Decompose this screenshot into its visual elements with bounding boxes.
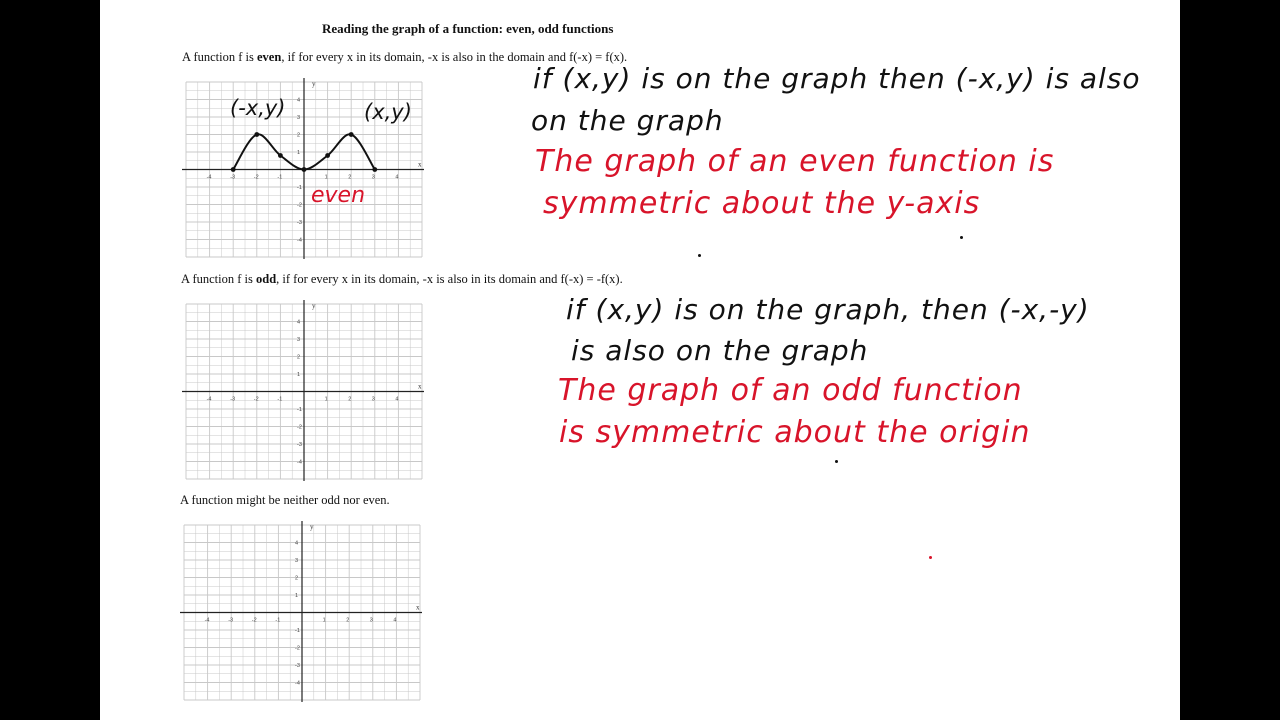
x-tick-label: 4 <box>393 617 397 624</box>
x-tick-label: -3 <box>228 617 234 624</box>
even-red-note-line1: The graph of an even function is <box>535 144 1055 179</box>
neither-function-graph <box>178 517 423 702</box>
odd-note-line2: is also on the graph <box>571 334 869 367</box>
x-tick-label: -4 <box>206 174 212 181</box>
y-tick-label: 3 <box>295 558 299 564</box>
even-red-note-line2: symmetric about the y-axis <box>543 186 981 221</box>
y-tick-label: 4 <box>297 319 301 326</box>
x-tick-label: -3 <box>230 396 236 403</box>
even-definition-prefix: A function f is <box>182 50 257 64</box>
y-axis-label: y <box>312 80 316 88</box>
y-tick-label: 1 <box>297 150 301 156</box>
ink-dot <box>835 460 838 463</box>
y-tick-label: 2 <box>297 354 301 361</box>
data-point <box>372 167 377 172</box>
y-tick-label: 4 <box>295 540 299 547</box>
data-point <box>278 153 283 158</box>
odd-keyword: odd <box>256 272 277 286</box>
y-tick-label: 3 <box>297 115 301 121</box>
odd-note-line1: if (x,y) is on the graph, then (-x,-y) <box>566 293 1090 326</box>
even-note-line2: on the graph <box>531 104 724 137</box>
even-definition-suffix: , if for every x in its domain, -x is also in the domain and f(-x) = f(x). <box>281 50 628 64</box>
odd-red-note-line1: The graph of an odd function <box>558 373 1023 408</box>
ink-dot <box>929 556 932 559</box>
odd-definition <box>181 272 623 287</box>
data-point <box>349 132 354 137</box>
x-axis-label: x <box>418 160 422 169</box>
x-tick-label: -2 <box>251 617 257 624</box>
x-axis-label: x <box>418 382 422 391</box>
x-tick-label: -4 <box>206 396 212 403</box>
left-point-label: (-x,y) <box>230 96 286 120</box>
even-keyword: even <box>257 50 282 64</box>
x-tick-label: -3 <box>230 174 236 181</box>
even-tag: even <box>311 183 366 208</box>
y-tick-label: -1 <box>297 407 302 413</box>
y-tick-label: -2 <box>297 202 302 209</box>
x-tick-label: 2 <box>348 174 352 181</box>
y-tick-label: -3 <box>295 663 300 669</box>
x-tick-label: 3 <box>369 617 373 624</box>
x-tick-label: -1 <box>277 396 283 403</box>
x-tick-label: 4 <box>395 174 399 181</box>
x-tick-label: -2 <box>253 396 259 403</box>
y-tick-label: 1 <box>295 593 299 599</box>
y-tick-label: -4 <box>297 237 302 244</box>
data-point <box>325 153 330 158</box>
y-tick-label: -4 <box>297 459 302 466</box>
y-tick-label: -2 <box>295 645 300 652</box>
x-tick-label: 4 <box>395 396 399 403</box>
x-tick-label: 1 <box>324 174 328 181</box>
x-tick-label: -1 <box>275 617 281 624</box>
y-tick-label: 3 <box>297 337 301 343</box>
x-tick-label: 2 <box>346 617 350 624</box>
odd-definition-suffix: , if for every x in its domain, -x is also in its domain and f(-x) = -f(x). <box>276 272 623 286</box>
x-tick-label: 3 <box>371 396 375 403</box>
x-tick-label: 1 <box>324 396 328 403</box>
y-tick-label: 2 <box>295 575 299 582</box>
data-point <box>231 167 236 172</box>
ink-dot <box>698 254 701 257</box>
neither-definition: A function might be neither odd nor even. <box>180 493 390 507</box>
x-tick-label: 3 <box>371 174 375 181</box>
y-tick-label: -3 <box>297 442 302 448</box>
y-tick-label: -2 <box>297 424 302 431</box>
x-tick-label: 1 <box>322 617 326 624</box>
y-tick-label: 2 <box>297 132 301 139</box>
worksheet-page <box>100 0 1180 720</box>
y-tick-label: -4 <box>295 680 300 687</box>
x-tick-label: 2 <box>348 396 352 403</box>
odd-red-note-line2: is symmetric about the origin <box>559 415 1031 450</box>
x-axis-label: x <box>416 603 420 612</box>
x-tick-label: -4 <box>204 617 210 624</box>
y-tick-label: -3 <box>297 220 302 226</box>
right-point-label: (x,y) <box>364 100 412 124</box>
data-point <box>254 132 259 137</box>
data-point <box>302 167 307 172</box>
y-tick-label: 4 <box>297 97 301 104</box>
page-title: Reading the graph of a function: even, odd functions <box>322 21 614 36</box>
x-tick-label: -1 <box>277 174 283 181</box>
y-tick-label: -1 <box>297 185 302 191</box>
y-axis-label: y <box>310 523 314 531</box>
y-tick-label: -1 <box>295 628 300 634</box>
x-tick-label: -2 <box>253 174 259 181</box>
y-tick-label: 1 <box>297 372 301 378</box>
ink-dot <box>960 236 963 239</box>
y-axis-label: y <box>312 302 316 310</box>
odd-function-graph <box>180 296 425 481</box>
odd-definition-prefix: A function f is <box>181 272 256 286</box>
even-note-line1: if (x,y) is on the graph then (-x,y) is also <box>533 62 1141 95</box>
